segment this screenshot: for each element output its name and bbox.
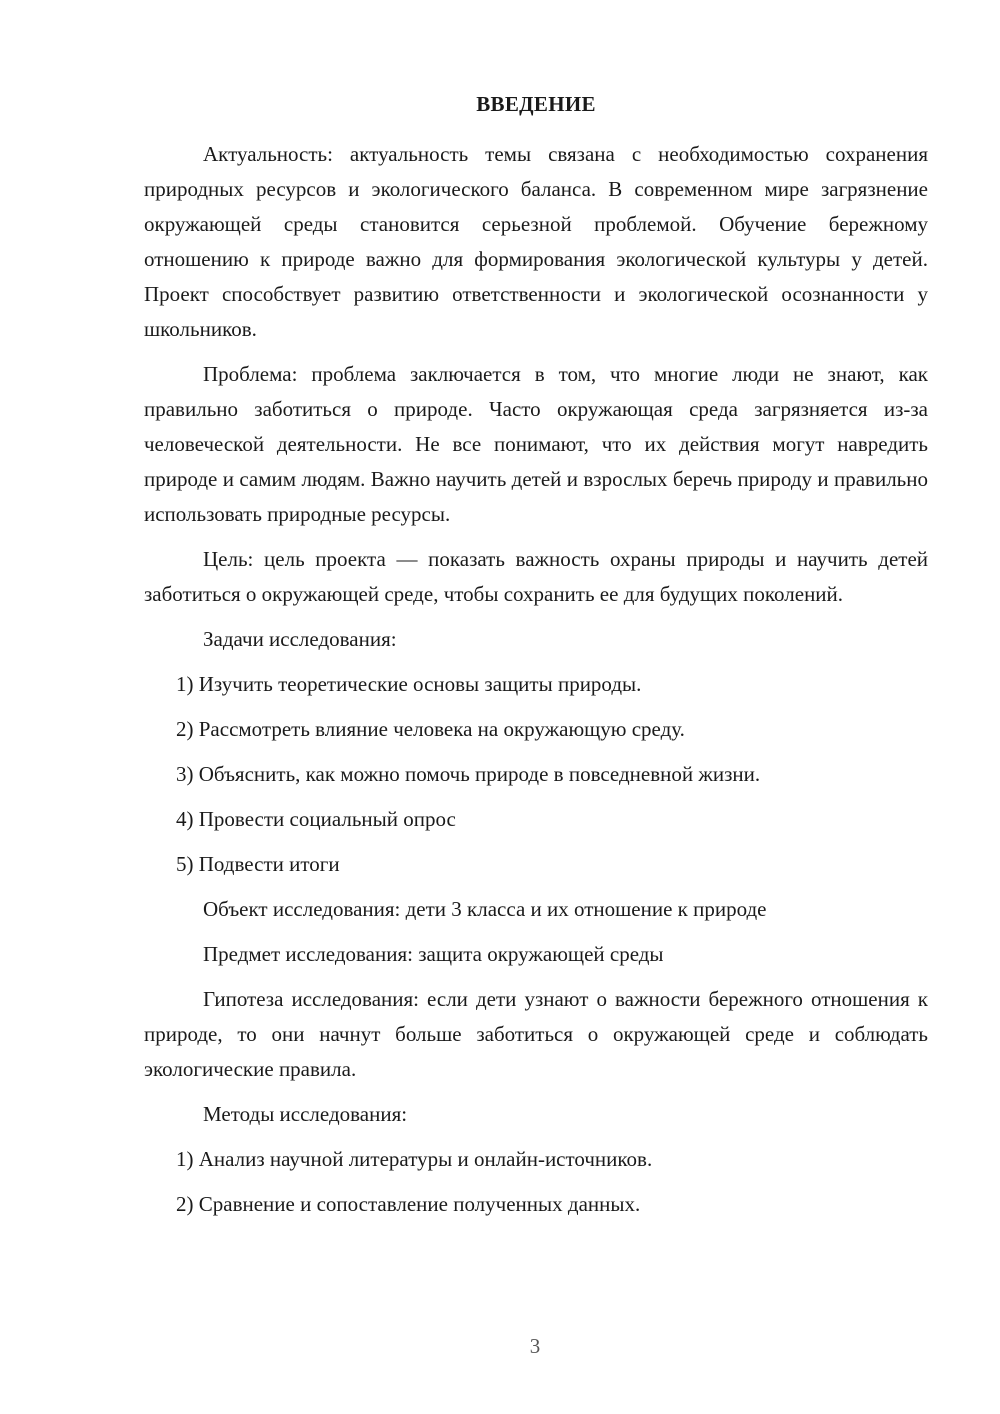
task-item: 3) Объяснить, как можно помочь природе в повседневной жизни. <box>176 762 761 786</box>
paragraph-problem: Проблема: проблема заключается в том, что многие люди не знают, как правильно заботиться о природе. Часто окружающая среда загрязняется из-за человеческой деятельности. Не все понимают, что их действия могут навредить природе и самим людям. Важно научить детей и взрослых беречь природу и правильно использовать природные ресурсы. <box>144 362 928 526</box>
document-page <box>144 92 928 1232</box>
method-item: 1) Анализ научной литературы и онлайн-источников. <box>176 1147 653 1171</box>
page-number: 3 <box>529 1334 541 1358</box>
research-subject: Предмет исследования: защита окружающей среды <box>203 942 664 966</box>
task-item: 1) Изучить теоретические основы защиты природы. <box>176 672 642 696</box>
paragraph-hypothesis: Гипотеза исследования: если дети узнают о важности бережного отношения к природе, то они начнут больше заботиться о окружающей среде и соблюдать экологические правила. <box>144 987 928 1081</box>
task-item: 5) Подвести итоги <box>176 852 340 876</box>
section-title: ВВЕДЕНИЕ <box>476 92 596 116</box>
method-item: 2) Сравнение и сопоставление полученных данных. <box>176 1192 641 1216</box>
research-object: Объект исследования: дети 3 класса и их отношение к природе <box>203 897 767 921</box>
task-item: 4) Провести социальный опрос <box>176 807 456 831</box>
tasks-heading: Задачи исследования: <box>203 627 397 651</box>
paragraph-goal: Цель: цель проекта — показать важность охраны природы и научить детей заботиться о окружающей среде, чтобы сохранить ее для будущих поколений. <box>144 547 928 606</box>
methods-heading: Методы исследования: <box>203 1102 408 1126</box>
task-item: 2) Рассмотреть влияние человека на окружающую среду. <box>176 717 685 741</box>
paragraph-relevance: Актуальность: актуальность темы связана с необходимостью сохранения природных ресурсов и экологического баланса. В современном мире загрязнение окружающей среды становится серьезной проблемой. Обучение бережному отношению к природе важно для формирования экологической культуры у детей. Проект способствует развитию ответственности и экологической осознанности у школьников. <box>144 142 928 341</box>
